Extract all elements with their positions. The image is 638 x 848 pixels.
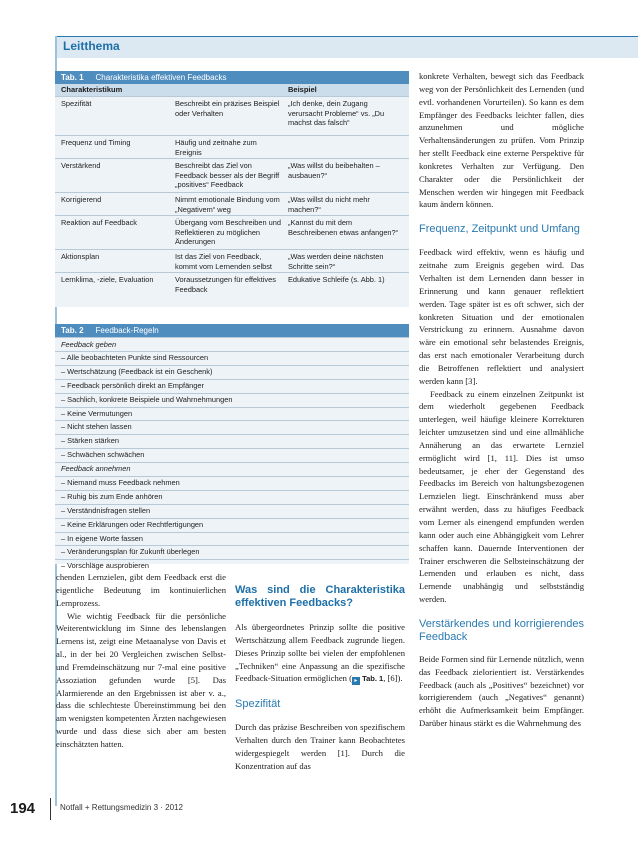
cell-characteristic: Frequenz und Timing [61, 138, 131, 147]
cell-example: „Was willst du beibehalten – ausbauen?“ [288, 161, 380, 180]
cell-example: „Was werden deine nächsten Schritte sein?“ [288, 252, 384, 271]
cell-example: „Ich denke, dein Zugang verursacht Probleme“ vs. „Du machst das falsch“ [288, 99, 385, 128]
column-header-example: Beispiel [288, 85, 317, 94]
rule-item: – Stärken stärken [55, 434, 409, 448]
rule-group-heading: Feedback annehmen [55, 462, 409, 476]
paragraph: konkrete Verhalten, bewegt sich das Feedback weg von der Persönlichkeit des Lernenden (und evtl. vorhandenen Vorurteilen). So kann es dem Empfänger des Feedbacks leichter fallen, dies anzunehmen und mögliche Verhaltensänderungen zu prüfen. Vom Prinzip her stellt Feedback eine externe Perspektive für konkretes Verhalten zur Verfügung. Den Charakter oder die Persönlichkeit der Menschen werden wir hingegen mit Feedback kaum ändern können. [419, 71, 584, 210]
section-header [55, 36, 638, 58]
table-1-title: Charakteristika effektiven Feedbacks [95, 73, 227, 82]
cell-description: Nimmt emotionale Bindung vom „Negativem“ weg [175, 195, 280, 214]
cell-characteristic: Lernklima, -ziele, Evaluation [61, 275, 154, 284]
table-row [55, 272, 409, 295]
cell-example: „Kannst du mit dem Beschreibenen etwas anfangen?“ [288, 218, 399, 237]
rule-item: – Alle beobachteten Punkte sind Ressourcen [55, 351, 409, 365]
cell-characteristic: Aktionsplan [61, 252, 100, 261]
cell-characteristic: Spezifität [61, 99, 92, 108]
paragraph: Wie wichtig Feedback für die persönliche Weiterentwicklung im Sinne des lebenslangen Lernens ist, zeigt eine Metaanalyse von Davis et al., in der bei 20 Vergleichen zwischen Selbst- und Fremdeinschätzung nur 7-mal eine positive Assoziation gefunden wurde [5]. Das Alarmierende an den Ergebnissen ist aber v. a., dass die schlechteste Übereinstimmung bei den am wenigsten kompetenten Ärzten nachgewiesen wurde und dass diese sich aber am besten einschätzten hatten. [56, 610, 226, 749]
table-2-label: Tab. 2 [61, 326, 84, 335]
text-column-right [419, 70, 584, 730]
rule-item: – Ruhig bis zum Ende anhören [55, 490, 409, 504]
heading-characteristics: Was sind die Charakteristika effektiven Feedbacks? [235, 584, 405, 609]
page-number: 194 [10, 800, 36, 817]
table-2-title: Feedback-Regeln [95, 326, 159, 335]
table-row [55, 215, 409, 249]
heading-frequency: Frequenz, Zeitpunkt und Umfang [419, 223, 580, 236]
paragraph: Feedback zu einem einzelnen Zeitpunkt ist dem wiederholt gegebenen Feedback unterlegen, weil häufige kleinere Korrekturen leichter umzusetzen sind und eine allmähliche Annäherung an das erwartete Lernziel ermöglicht wird [1, 11]. Dies ist umso bedeutsamer, je eher der Gegenstand des Feedbacks im Bereich von haltungsbezogenen Lernzielen liegt. Einschränkend muss aber erwähnt werden, dass zu häufiges Feedback vom Lerner als einengend empfunden werden kann oder auch eine Abhängigkeit vom Lehrer schaffen kann. Dauernde Interventionen der Trainer erschweren die Selbsteinschätzung der Lernenden und erlauben es nicht, dass Lernende unabhängig und selbstständig werden. [419, 388, 584, 605]
rule-item: – Keine Vermutungen [55, 407, 409, 421]
heading-specificity: Spezifität [235, 698, 281, 711]
text-column-left [56, 571, 226, 751]
table-row [55, 158, 409, 192]
rule-item: – Sachlich, konkrete Beispiele und Wahrnehmungen [55, 393, 409, 407]
paragraph: chenden Lernzielen, gibt dem Feedback erst die eigentliche Bedeutung im kontinuierlichen Lernprozess. [56, 572, 226, 608]
paragraph-text: Als übergeordnetes Prinzip sollte die positive Wertschätzung allem Feedback zugrunde liegen. Dieses Prinzip sollte bei vielen der empfohlenen „Techniken“ eine Anpassung an die spezifische Feedback-Situation ermöglichen ( [235, 622, 405, 684]
rule-item: – Wertschätzung (Feedback ist ein Geschenk) [55, 365, 409, 379]
rule-item: – Vorschläge ausprobieren [55, 559, 409, 573]
cell-example: „Was willst du nicht mehr machen?“ [288, 195, 370, 214]
table-row [55, 135, 409, 158]
rule-item: – In eigene Worte fassen [55, 532, 409, 546]
table-2 [55, 324, 409, 571]
table-1-header [55, 71, 409, 84]
rule-item: – Feedback persönlich direkt an Empfänger [55, 379, 409, 393]
rule-group-heading: Feedback geben [55, 337, 409, 351]
rule-item: – Nicht stehen lassen [55, 420, 409, 434]
journal-citation: Notfall + Rettungsmedizin 3 · 2012 [60, 803, 183, 812]
table-2-header [55, 324, 409, 337]
rule-item: – Keine Erklärungen oder Rechtfertigungen [55, 518, 409, 532]
table-reference-icon: ▸ [352, 677, 360, 685]
rule-item: – Veränderungsplan für Zukunft überlegen [55, 545, 409, 559]
cell-characteristic: Reaktion auf Feedback [61, 218, 138, 227]
table-reference-link[interactable]: Tab. 1 [362, 674, 384, 684]
rule-item: – Verständnisfragen stellen [55, 504, 409, 518]
table-1 [55, 71, 409, 307]
table-row [55, 249, 409, 272]
rule-item: – Schwächen schwächen [55, 448, 409, 462]
table-row [55, 96, 409, 135]
section-title: Leitthema [63, 39, 120, 53]
cell-description: Ist das Ziel von Feedback, kommt vom Lernenden selbst [175, 252, 272, 271]
table-1-column-headers [55, 84, 409, 96]
cell-description: Übergang vom Beschreiben und Reflektieren zu möglichen Änderungen [175, 218, 281, 247]
cell-description: Beschreibt das Ziel von Feedback besser als der Begriff „positives“ Feedback [175, 161, 280, 190]
table-row [55, 192, 409, 215]
cell-description: Voraussetzungen für effektives Feedback [175, 275, 276, 294]
paragraph: Feedback wird effektiv, wenn es häufig und zeitnahe zum Ereignis gegeben wird. Das Verhalten ist dem Lernenden dann besser in Erinnerung und kann genauer reflektiert werden. Tage später ist es oft schwer, sich der konkreten Situation und der emotionalen Verstrickung zu erinnern. Ausnahme davon wäre ein emotional sehr belastendes Ereignis, das erst nach emotionaler Verarbeitung durch die Betroffenen reflektiert und analysiert werden kann [3]. [419, 247, 584, 386]
heading-reinforcing: Verstärkendes und korrigierendes Feedback [419, 617, 584, 643]
paragraph: Beide Formen sind für Lernende nützlich, wenn das Feedback zielorientiert ist. Verstärkendes Feedback (auch als „Positives“ bezeichnet) vor korrigierendem (auch „Negatives“ genannt) erhöht die Aufmerksamkeit beim Empfänger. Darüber hinaus stärkt es die Wahrnehmung des [419, 653, 584, 729]
paragraph: Durch das präzise Beschreiben von spezifischem Verhalten durch den Trainer kann Beobachtetes widergespiegelt werden [1]. Durch die Konzentration auf das [235, 722, 405, 771]
cell-example: Edukative Schleife (s. Abb. 1) [288, 275, 385, 284]
paragraph-text: , [6]). [383, 673, 403, 684]
text-column-middle [235, 571, 405, 773]
paragraph [235, 621, 405, 686]
cell-characteristic: Verstärkend [61, 161, 101, 170]
rule-item: – Niemand muss Feedback nehmen [55, 476, 409, 490]
cell-description: Häufig und zeitnahe zum Ereignis [175, 138, 257, 157]
footer-divider [50, 798, 51, 820]
cell-description: Beschreibt ein präzises Beispiel oder Verhalten [175, 99, 280, 118]
table-1-label: Tab. 1 [61, 73, 84, 82]
column-header-characteristic: Charakteristikum [61, 85, 123, 94]
cell-characteristic: Korrigierend [61, 195, 102, 204]
